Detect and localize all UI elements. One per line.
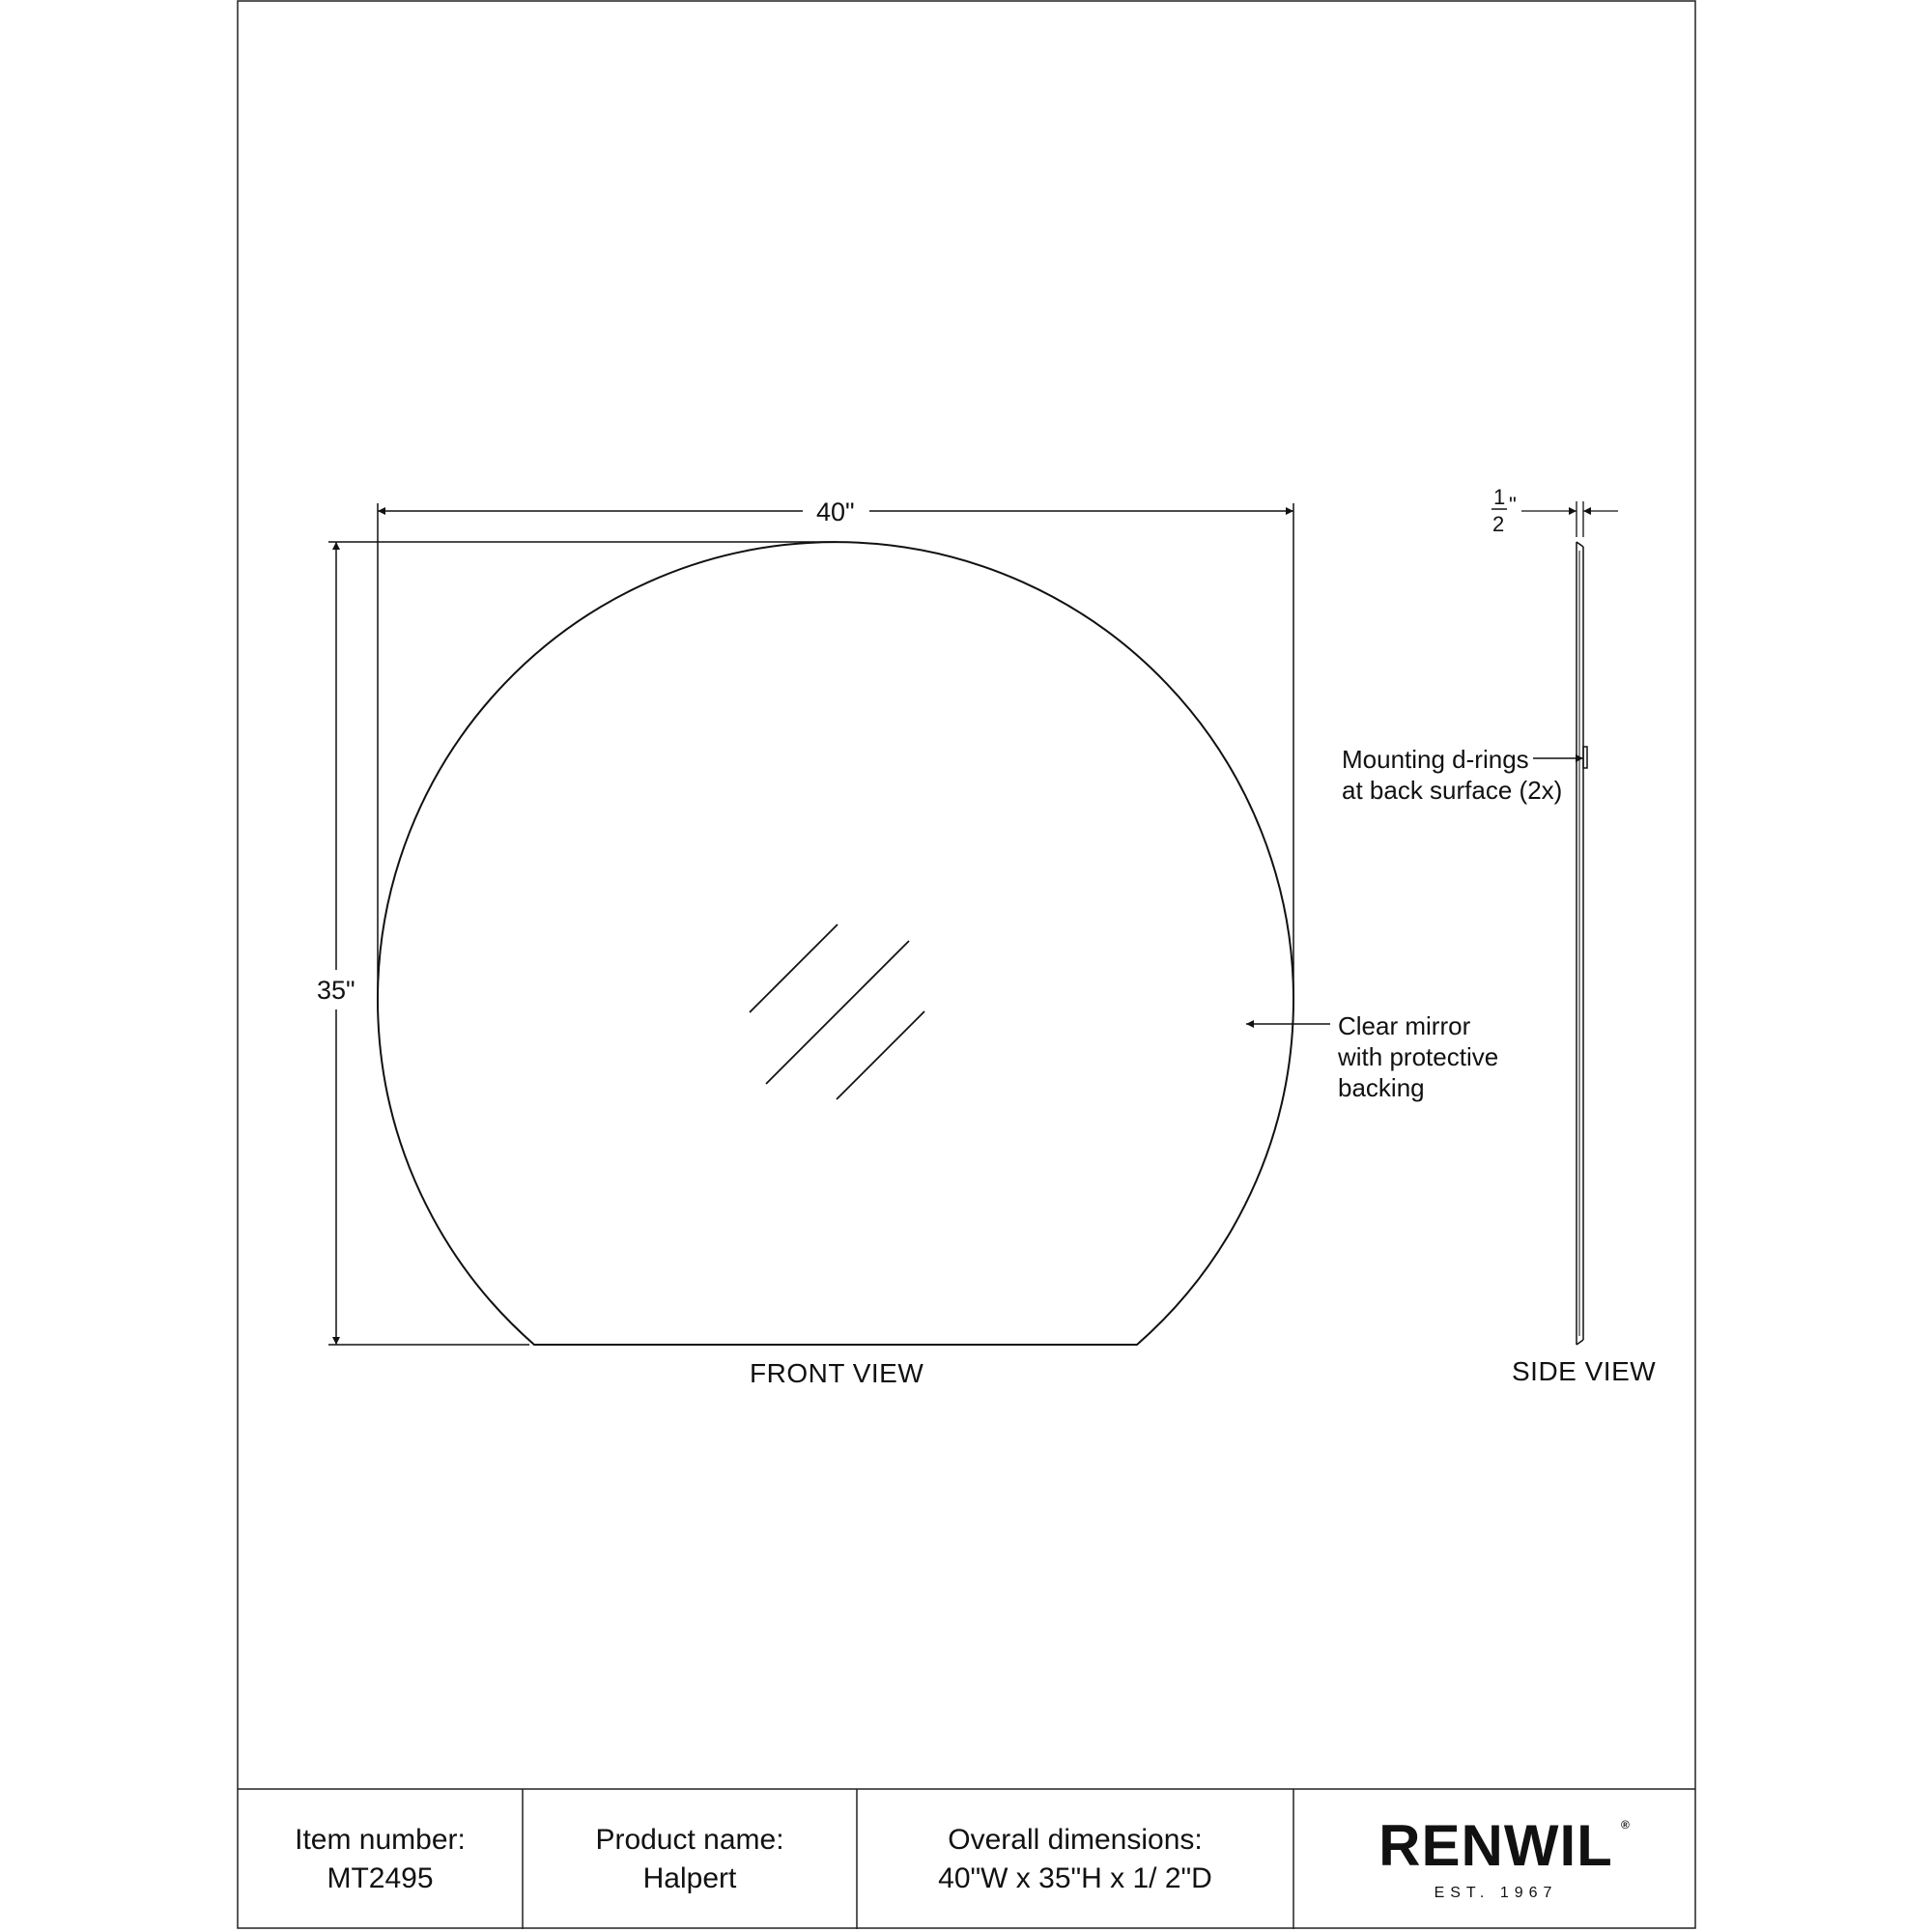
width-label: 40" xyxy=(816,497,855,526)
glare-line-2 xyxy=(766,941,909,1084)
glare-line-1 xyxy=(750,924,838,1012)
mirror-callout-line-3: backing xyxy=(1338,1073,1425,1102)
logo-tagline: EST. 1967 xyxy=(1434,1884,1558,1901)
front-view-title: FRONT VIEW xyxy=(750,1358,924,1388)
d-ring-bracket xyxy=(1583,747,1587,768)
side-view-bottom-cap xyxy=(1577,1340,1583,1345)
overall-dimensions-value: 40"W x 35"H x 1/ 2"D xyxy=(938,1861,1212,1894)
renwil-logo xyxy=(1296,1789,1695,1929)
side-view-top-cap xyxy=(1577,542,1583,547)
sheet-border xyxy=(238,1,1695,1928)
glare-line-3 xyxy=(837,1011,924,1099)
item-number-label: Item number: xyxy=(295,1823,466,1856)
d-ring-callout-line-1: Mounting d-rings xyxy=(1342,745,1529,774)
product-name-cell xyxy=(523,1789,857,1929)
height-label: 35" xyxy=(317,976,355,1005)
product-name-value: Halpert xyxy=(642,1861,737,1894)
product-name-label: Product name: xyxy=(595,1823,784,1856)
depth-unit: " xyxy=(1509,493,1517,517)
d-ring-callout xyxy=(1342,744,1562,806)
depth-denominator: 2 xyxy=(1492,512,1505,536)
item-number-value: MT2495 xyxy=(327,1861,434,1894)
depth-numerator: 1 xyxy=(1493,485,1506,509)
mirror-callout xyxy=(1338,1010,1498,1103)
mirror-callout-line-1: Clear mirror xyxy=(1338,1011,1471,1040)
overall-dimensions-label: Overall dimensions: xyxy=(948,1823,1203,1856)
item-number-cell xyxy=(238,1789,523,1929)
overall-dimensions-cell xyxy=(857,1789,1293,1929)
mirror-outline xyxy=(378,542,1293,1345)
logo-name: RENWIL xyxy=(1378,1812,1613,1878)
mirror-callout-line-2: with protective xyxy=(1338,1042,1499,1071)
side-view-title: SIDE VIEW xyxy=(1512,1356,1657,1386)
d-ring-callout-line-2: at back surface (2x) xyxy=(1342,776,1563,805)
logo-wordmark xyxy=(1378,1812,1631,1878)
registered-mark: ® xyxy=(1620,1817,1631,1832)
